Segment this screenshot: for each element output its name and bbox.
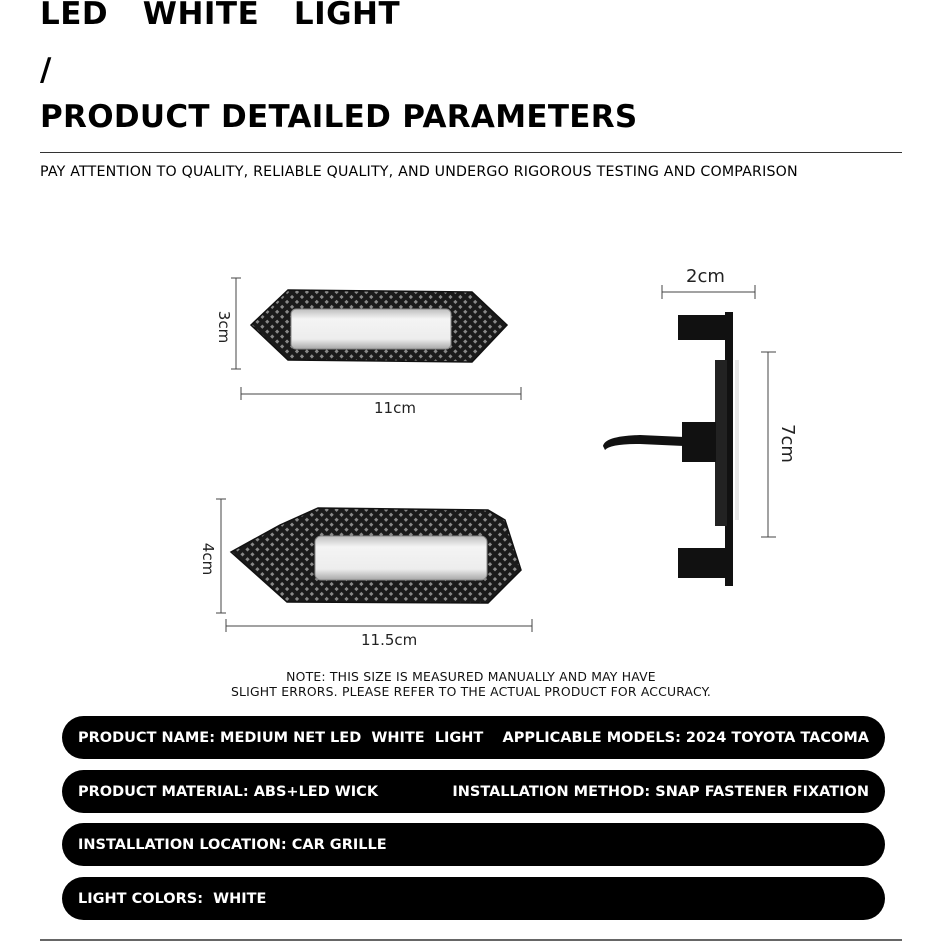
side-height-label: 7cm (776, 424, 798, 463)
spec-row (62, 877, 885, 920)
footer-divider (40, 939, 902, 941)
measurement-note (0, 669, 943, 699)
spec-installation-location: INSTALLATION LOCATION: CAR GRILLE (78, 836, 387, 853)
spec-installation-method: INSTALLATION METHOD: SNAP FASTENER FIXATION (452, 783, 869, 800)
spec-applicable-models: APPLICABLE MODELS: 2024 TOYOTA TACOMA (502, 729, 869, 746)
spec-row (62, 716, 885, 759)
side-depth-label: 2cm (686, 266, 725, 287)
note-line-1: NOTE: THIS SIZE IS MEASURED MANUALLY AND MAY HAVE (286, 669, 656, 684)
light-side-view (603, 285, 776, 586)
title-line-1: LED WHITE LIGHT (40, 0, 401, 32)
title-separator: / (40, 52, 52, 88)
spec-row (62, 770, 885, 813)
large-light-width-label: 11.5cm (361, 631, 418, 649)
spec-light-colors: LIGHT COLORS: WHITE (78, 890, 267, 907)
title-line-2: PRODUCT DETAILED PARAMETERS (40, 99, 638, 135)
spec-row (62, 823, 885, 866)
small-light-top-view (231, 278, 521, 400)
spec-product-material: PRODUCT MATERIAL: ABS+LED WICK (78, 783, 379, 800)
spec-product-name: PRODUCT NAME: MEDIUM NET LED WHITE LIGHT (78, 729, 484, 746)
subtitle: PAY ATTENTION TO QUALITY, RELIABLE QUALITY, AND UNDERGO RIGOROUS TESTING AND COMPARISON (40, 164, 798, 180)
small-light-height-label: 3cm (215, 310, 234, 344)
note-line-2: SLIGHT ERRORS. PLEASE REFER TO THE ACTUAL PRODUCT FOR ACCURACY. (230, 684, 712, 699)
large-light-height-label: 4cm (199, 542, 218, 576)
small-light-width-label: 11cm (374, 399, 416, 417)
large-light-top-view (216, 499, 532, 632)
